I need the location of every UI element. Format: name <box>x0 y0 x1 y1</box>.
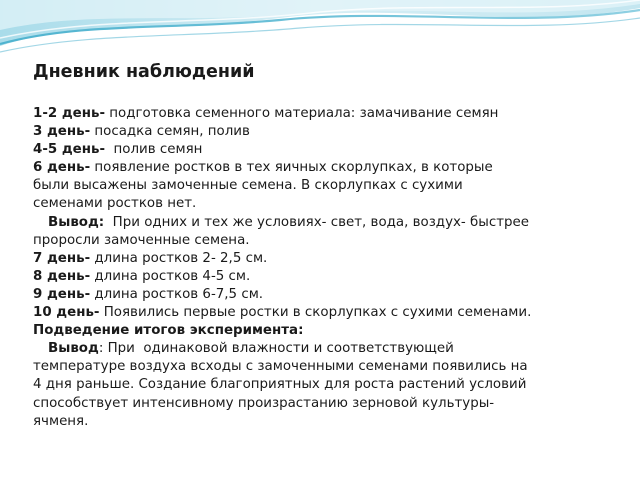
entry-day-1-2 <box>33 105 618 123</box>
conclusion-text: : При одинаковой влажности и соответствующей <box>98 341 454 357</box>
entry-text-continued: были высажены замоченные семена. В скорлупках с сухими <box>33 178 463 194</box>
conclusion-text-continued: температуре воздуха всходы с замоченными семенами появились на <box>33 359 528 375</box>
entry-text: посадка семян, полив <box>90 124 250 140</box>
day-label: 3 день- <box>33 124 91 140</box>
conclusion-label: Вывод: <box>48 214 105 230</box>
conclusion-text-continued: 4 дня раньше. Создание благоприятных для роста растений условий <box>33 377 527 393</box>
conclusion-1 <box>33 214 618 232</box>
entry-text: длина ростков 2- 2,5 см. <box>90 250 268 266</box>
entry-text: Появились первые ростки в скорлупках с сухими семенами. <box>99 305 532 321</box>
wave-decoration <box>0 0 640 62</box>
day-label: 9 день- <box>33 286 91 302</box>
entry-text: длина ростков 6-7,5 см. <box>90 286 264 302</box>
entry-day-10 <box>33 304 618 322</box>
conclusion-text: При одних и тех же условиях- свет, вода, воздух- быстрее <box>104 214 529 230</box>
conclusion-text-continued: проросли замоченные семена. <box>33 232 250 248</box>
entry-day-8 <box>33 268 618 286</box>
day-label: 4-5 день- <box>33 142 106 158</box>
day-label: 8 день- <box>33 268 91 284</box>
conclusion-label: Вывод <box>48 341 99 357</box>
entry-text: появление ростков в тех яичных скорлупках, в которые <box>90 160 493 176</box>
entry-day-3 <box>33 123 618 141</box>
conclusion-text-continued: способствует интенсивному произрастанию зерновой культуры- <box>33 395 495 411</box>
entry-day-7 <box>33 250 618 268</box>
day-label: 6 день- <box>33 160 91 176</box>
entry-text-continued: семенами ростков нет. <box>33 196 197 212</box>
entry-text: подготовка семенного материала: замачивание семян <box>105 106 499 121</box>
entry-day-4-5 <box>33 141 618 159</box>
entry-text: полив семян <box>105 142 203 158</box>
page-title: Дневник наблюдений <box>33 62 255 82</box>
day-label: 1-2 день- <box>33 106 106 121</box>
day-label: 10 день- <box>33 305 100 321</box>
entry-day-9 <box>33 286 618 304</box>
day-label: 7 день- <box>33 250 91 266</box>
conclusion-text-continued: ячменя. <box>33 413 89 429</box>
conclusion-2 <box>33 340 618 358</box>
entry-text: длина ростков 4-5 см. <box>90 268 251 284</box>
diary-body <box>33 105 618 431</box>
summary-heading: Подведение итогов эксперимента: <box>33 323 304 339</box>
entry-day-6 <box>33 159 618 177</box>
